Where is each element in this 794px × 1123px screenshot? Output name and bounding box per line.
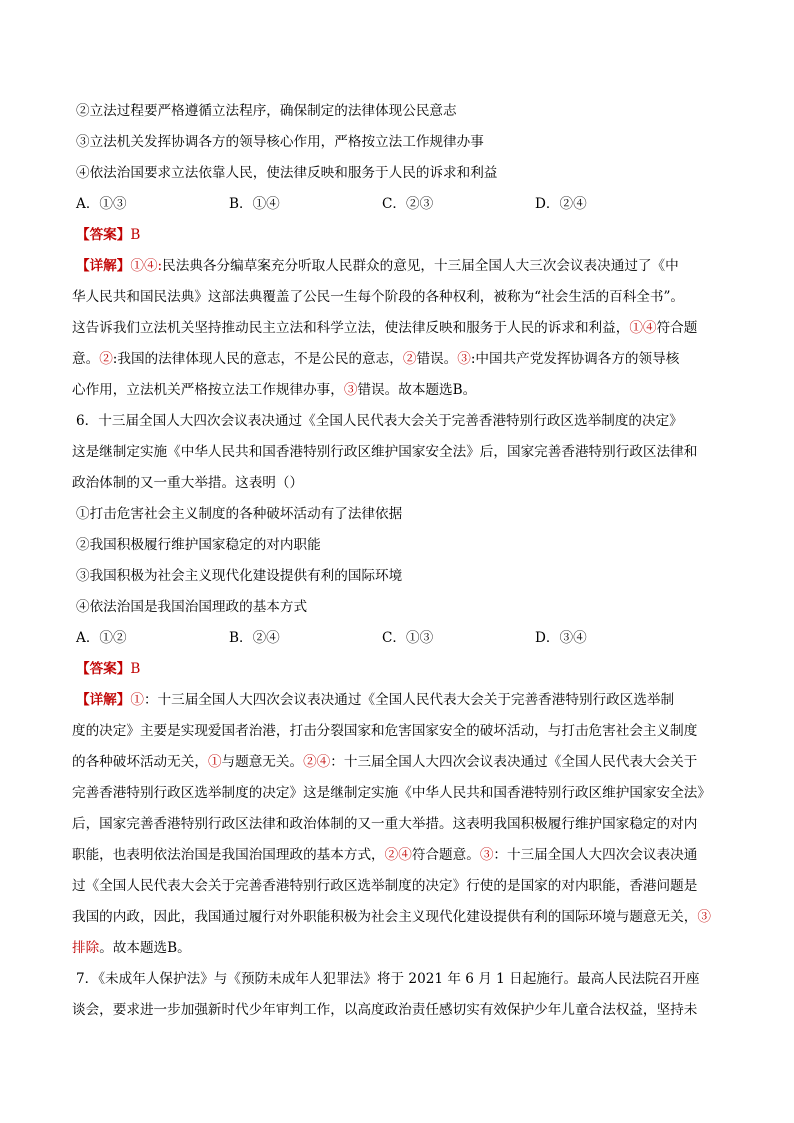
- q6-choice-c: C．①③: [382, 630, 434, 646]
- q6-stem: 这是继制定实施《中华人民共和国香港特别行政区维护国家安全法》后，国家完善香港特别行政区法律和: [72, 444, 698, 460]
- detail-text: 。故本题选B。: [99, 940, 191, 956]
- detail-text: ：十三届全国人大四次会议表决通过《全国人民代表大会关于完善香港特别行政区选举制: [143, 692, 675, 708]
- q6-answer: [72, 654, 722, 685]
- answer-value: B: [130, 661, 141, 677]
- q6-choice-a: A．①②: [76, 630, 127, 646]
- q5-detail: [72, 251, 722, 406]
- detail-text: 民法典各分编草案充分听取人民群众的意见，十三届全国人大三次会议表决通过了《中: [162, 258, 679, 274]
- q5-option-4: ④依法治国要求立法依靠人民，使法律反映和服务于人民的诉求和利益: [76, 165, 498, 181]
- detail-text: 符合题意。: [411, 847, 480, 863]
- detail-ref: ②: [99, 351, 113, 367]
- detail-ref: 排除: [72, 940, 100, 956]
- q6-choices: [72, 623, 722, 654]
- detail-ref: ①: [130, 692, 144, 708]
- q6-detail-line: 完善香港特别行政区选举制度的决定》这是继制定实施《中华人民共和国香港特别行政区维护国家安全法》: [72, 785, 711, 801]
- q6-detail-line: [72, 685, 722, 716]
- q5-choices: [72, 189, 722, 220]
- answer-value: B: [130, 227, 141, 243]
- answer-tag: 【答案】: [76, 661, 131, 677]
- detail-ref: ②④: [303, 754, 331, 770]
- detail-text: 错误。: [416, 351, 458, 367]
- q6-option-1: ①打击危害社会主义制度的各种破坏活动有了法律依据: [76, 506, 403, 522]
- document-page: [72, 96, 722, 1026]
- detail-tag: 【详解】: [76, 258, 131, 274]
- q6-detail-line: [72, 840, 722, 871]
- detail-ref: ②: [402, 351, 417, 367]
- detail-ref: ③: [343, 382, 358, 398]
- q6-detail-line: [72, 747, 722, 778]
- detail-text: ：十三届全国人大四次会议表决通: [493, 847, 698, 863]
- q5-answer: [72, 220, 722, 251]
- detail-text: 职能，也表明依法治国是我国治国理政的基本方式，: [72, 847, 385, 863]
- q6-detail-line: [72, 902, 722, 933]
- detail-ref: ③: [457, 351, 471, 367]
- detail-ref: ①: [207, 754, 222, 770]
- q6-choice-b: B．②④: [229, 630, 280, 646]
- detail-ref: ①④: [629, 320, 657, 336]
- q5-detail-line: [72, 251, 722, 282]
- detail-ref: ①④:: [130, 258, 163, 274]
- detail-tag: 【详解】: [76, 692, 131, 708]
- q6-detail-line: [72, 933, 722, 964]
- q5-choice-d: D．②④: [535, 196, 587, 212]
- q5-detail-line: [72, 344, 722, 375]
- q6-option-2: ②我国积极履行维护国家稳定的对内职能: [76, 537, 321, 553]
- detail-text: 错误。故本题选B。: [357, 382, 477, 398]
- detail-text: :我国的法律体现人民的意志，不是公民的意志，: [112, 351, 403, 367]
- q6-choice-d: D．③④: [535, 630, 587, 646]
- detail-text: 意。: [72, 351, 100, 367]
- detail-text: 这告诉我们立法机关坚持推动民主立法和科学立法，使法律反映和服务于人民的诉求和利益，: [72, 320, 630, 336]
- detail-ref: ③: [479, 847, 494, 863]
- detail-text: :中国共产党发挥协调各方的领导核: [470, 351, 680, 367]
- detail-ref: ③: [697, 909, 711, 925]
- q5-detail-line: [72, 375, 722, 406]
- q7-stem: 7．《未成年人保护法》与《预防未成年人犯罪法》将于 2021 年 6 月 1 日起施行。最高人民法院召开座: [76, 971, 700, 987]
- q5-detail-line: 华人民共和国民法典》这部法典覆盖了公民一生每个阶段的各种权利，被称为“社会生活的百科全书”。: [72, 289, 685, 305]
- detail-text: 与题意无关。: [221, 754, 304, 770]
- q6-stem: 6．十三届全国人大四次会议表决通过《全国人民代表大会关于完善香港特别行政区选举制度的决定》: [76, 413, 683, 429]
- q5-detail-line: [72, 313, 722, 344]
- q6-option-3: ③我国积极为社会主义现代化建设提供有利的国际环境: [76, 568, 403, 584]
- detail-text: ：十三届全国人大四次会议表决通过《全国人民代表大会关于: [330, 754, 698, 770]
- q7-stem: 谈会，要求进一步加强新时代少年审判工作，以高度政治责任感切实有效保护少年儿童合法权益，坚持未: [72, 1002, 698, 1018]
- q6-detail-line: 后，国家完善香港特别行政区法律和政治体制的又一重大举措。这表明我国积极履行维护国家稳定的对内: [72, 816, 698, 832]
- q5-option-3: ③立法机关发挥协调各方的领导核心作用，严格按立法工作规律办事: [76, 134, 484, 150]
- detail-text: 符合题: [656, 320, 698, 336]
- q5-choice-c: C．②③: [382, 196, 434, 212]
- detail-ref: ②④: [384, 847, 412, 863]
- q6-stem: 政治体制的又一重大举措。这表明（）: [72, 475, 304, 491]
- detail-text: 我国的内政，因此，我国通过履行对外职能积极为社会主义现代化建设提供有利的国际环境与题意无关，: [72, 909, 698, 925]
- q6-detail-line: 度的决定》主要是实现爱国者治港，打击分裂国家和危害国家安全的破坏活动，与打击危害社会主义制度: [72, 723, 698, 739]
- detail-text: 的各种破坏活动无关，: [72, 754, 208, 770]
- detail-text: 心作用，立法机关严格按立法工作规律办事，: [72, 382, 344, 398]
- q6-option-4: ④依法治国是我国治国理政的基本方式: [76, 599, 308, 615]
- answer-tag: 【答案】: [76, 227, 131, 243]
- q5-choice-b: B．①④: [229, 196, 280, 212]
- q6-detail: [72, 685, 722, 964]
- q5-choice-a: A．①③: [76, 196, 127, 212]
- q5-option-2: ②立法过程要严格遵循立法程序，确保制定的法律体现公民意志: [76, 103, 457, 119]
- q6-detail-line: 过《全国人民代表大会关于完善香港特别行政区选举制度的决定》行使的是国家的对内职能，香港问题是: [72, 878, 698, 894]
